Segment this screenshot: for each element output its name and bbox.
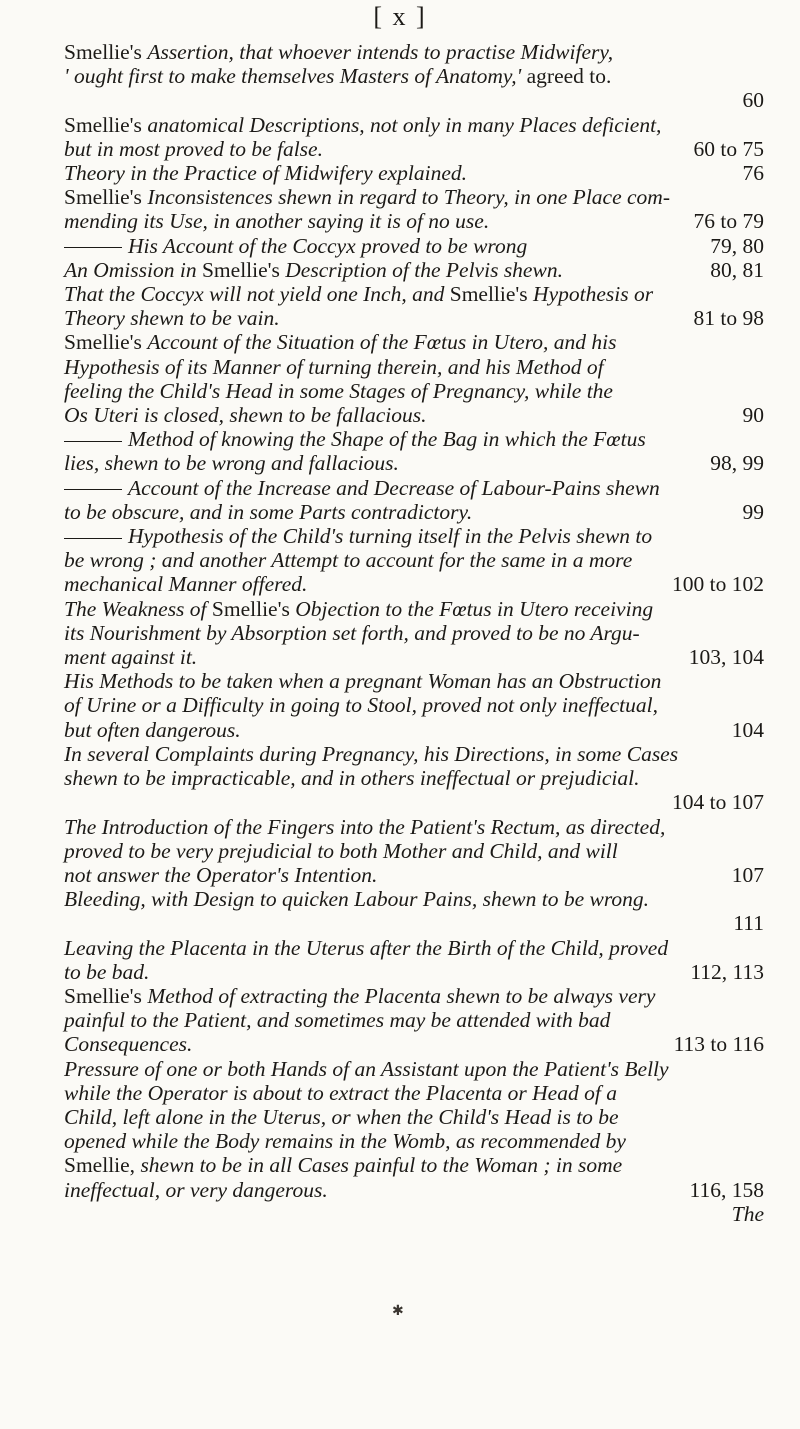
entry-line: but in most proved to be false. 60 to 75 bbox=[64, 136, 764, 161]
page-reference: 103, 104 bbox=[688, 645, 764, 670]
page-number: [ x ] bbox=[373, 2, 427, 31]
page-reference: 60 bbox=[742, 88, 764, 113]
entry-line: mending its Use, in another saying it is of no use. 76 to 79 bbox=[64, 209, 764, 234]
index-entry bbox=[64, 815, 764, 888]
page-reference: 112, 113 bbox=[690, 959, 764, 984]
page-reference: 76 bbox=[742, 161, 764, 186]
page-reference: 107 bbox=[731, 862, 764, 887]
entry-line: Hypothesis of its Manner of turning therein, and his Method of bbox=[64, 354, 604, 379]
entry-line: Hypothesis of the Child's turning itself in the Pelvis shewn to bbox=[64, 524, 764, 548]
entry-line: The Weakness of Smellie's Objection to the Fœtus in Utero receiving bbox=[64, 596, 654, 621]
page-reference: 104 to 107 bbox=[672, 790, 764, 815]
index-entry bbox=[64, 282, 764, 330]
page-reference: 79, 80 bbox=[710, 233, 764, 258]
entry-line: Consequences. 113 to 116 bbox=[64, 1032, 764, 1057]
catchword: The bbox=[731, 1201, 764, 1226]
index-entry bbox=[64, 427, 764, 475]
entry-line: Leaving the Placenta in the Uterus after the Birth of the Child, proved bbox=[64, 935, 669, 960]
index-entry bbox=[64, 1057, 764, 1202]
entry-line: Smellie's anatomical Descriptions, not only in many Places deficient, bbox=[64, 112, 662, 137]
index-entry bbox=[64, 887, 764, 935]
index-entry bbox=[64, 258, 764, 282]
page-reference: 90 bbox=[742, 403, 764, 428]
entry-line: His Account of the Coccyx proved to be wrong 79, 80 bbox=[64, 234, 764, 258]
entry-line: but often dangerous. 104 bbox=[64, 717, 764, 742]
index-entry bbox=[64, 330, 764, 427]
entry-line: Smellie's Method of extracting the Placenta shewn to be always very bbox=[64, 983, 656, 1008]
entry-line: its Nourishment by Absorption set forth, and proved to be no Argu- bbox=[64, 620, 640, 645]
entry-line: An Omission in Smellie's Description of the Pelvis shewn. 80, 81 bbox=[64, 257, 764, 282]
entry-line: ineffectual, or very dangerous. 116, 158 bbox=[64, 1177, 764, 1202]
entry-line: Smellie's Inconsistences shewn in regard to Theory, in one Place com- bbox=[64, 185, 670, 210]
entry-line: while the Operator is about to extract the Placenta or Head of a bbox=[64, 1080, 617, 1105]
page-reference: 104 bbox=[731, 717, 764, 742]
index-entry bbox=[64, 936, 764, 984]
entry-line: of Urine or a Difficulty in going to Stool, proved not only ineffectual, bbox=[64, 693, 658, 718]
index-entry bbox=[64, 234, 764, 258]
page-reference: 81 to 98 bbox=[693, 306, 764, 331]
index-entry bbox=[64, 185, 764, 233]
page-reference: 98, 99 bbox=[710, 451, 764, 476]
entry-line: That the Coccyx will not yield one Inch, and Smellie's Hypothesis or bbox=[64, 282, 654, 307]
entry-line: to be obscure, and in some Parts contradictory. 99 bbox=[64, 499, 764, 524]
entry-line: Theory shewn to be vain. 81 to 98 bbox=[64, 306, 764, 331]
entry-line: opened while the Body remains in the Womb, as recommended by bbox=[64, 1129, 626, 1154]
page-reference: 111 bbox=[733, 911, 764, 936]
entry-line: Account of the Increase and Decrease of Labour-Pains shewn bbox=[64, 476, 764, 500]
index-entry bbox=[64, 40, 764, 113]
entry-line: Pressure of one or both Hands of an Assistant upon the Patient's Belly bbox=[64, 1056, 669, 1081]
entry-line: Os Uteri is closed, shewn to be fallacious. 90 bbox=[64, 403, 764, 428]
entry-line: mechanical Manner offered. 100 to 102 bbox=[64, 572, 764, 597]
index-entry bbox=[64, 984, 764, 1057]
entry-line: proved to be very prejudicial to both Mother and Child, and will bbox=[64, 838, 618, 863]
entry-line: shewn to be impracticable, and in others ineffectual or prejudicial. bbox=[64, 766, 640, 791]
page-reference: 60 to 75 bbox=[693, 136, 764, 161]
page-reference: 113 to 116 bbox=[673, 1032, 764, 1057]
entry-line: painful to the Patient, and sometimes may be attended with bad bbox=[64, 1008, 611, 1033]
index-entry bbox=[64, 597, 764, 670]
entry-line: Bleeding, with Design to quicken Labour Pains, shewn to be wrong. bbox=[64, 887, 650, 912]
entry-line: The Introduction of the Fingers into the Patient's Rectum, as directed, bbox=[64, 814, 666, 839]
index-entry bbox=[64, 669, 764, 742]
page-reference: 99 bbox=[742, 499, 764, 524]
page-reference: 100 to 102 bbox=[672, 572, 764, 597]
entry-line: ' ought first to make themselves Masters of Anatomy,' agreed to. bbox=[64, 64, 612, 89]
entry-line: Smellie's Account of the Situation of the Fœtus in Utero, and his bbox=[64, 330, 617, 355]
entry-line: Method of knowing the Shape of the Bag in which the Fœtus bbox=[64, 427, 764, 451]
index-entries bbox=[64, 40, 764, 1226]
entry-line: be wrong ; and another Attempt to account for the same in a more bbox=[64, 548, 633, 573]
page-reference: 76 to 79 bbox=[693, 209, 764, 234]
entry-line: His Methods to be taken when a pregnant Woman has an Obstruction bbox=[64, 669, 662, 694]
entry-line: ment against it. 103, 104 bbox=[64, 645, 764, 670]
index-entry bbox=[64, 524, 764, 597]
index-entry bbox=[64, 742, 764, 815]
entry-line: Smellie, shewn to be in all Cases painful to the Woman ; in some bbox=[64, 1153, 623, 1178]
entry-line: In several Complaints during Pregnancy, his Directions, in some Cases bbox=[64, 741, 679, 766]
entry-line: lies, shewn to be wrong and fallacious. 98, 99 bbox=[64, 451, 764, 476]
index-entry bbox=[64, 476, 764, 524]
asterisk-ornament-icon: ✱ bbox=[392, 1304, 404, 1319]
entry-line: to be bad. 112, 113 bbox=[64, 959, 764, 984]
entry-line: Smellie's Assertion, that whoever intends to practise Midwifery, bbox=[64, 40, 614, 64]
page-reference: 116, 158 bbox=[689, 1177, 764, 1202]
entry-line: Child, left alone in the Uterus, or when the Child's Head is to be bbox=[64, 1104, 619, 1129]
entry-line: Theory in the Practice of Midwifery explained. 76 bbox=[64, 161, 764, 186]
index-entry bbox=[64, 113, 764, 161]
index-entry bbox=[64, 161, 764, 185]
entry-line: not answer the Operator's Intention. 107 bbox=[64, 862, 764, 887]
page-reference: 80, 81 bbox=[710, 257, 764, 282]
entry-line: feeling the Child's Head in some Stages of Pregnancy, while the bbox=[64, 378, 613, 403]
